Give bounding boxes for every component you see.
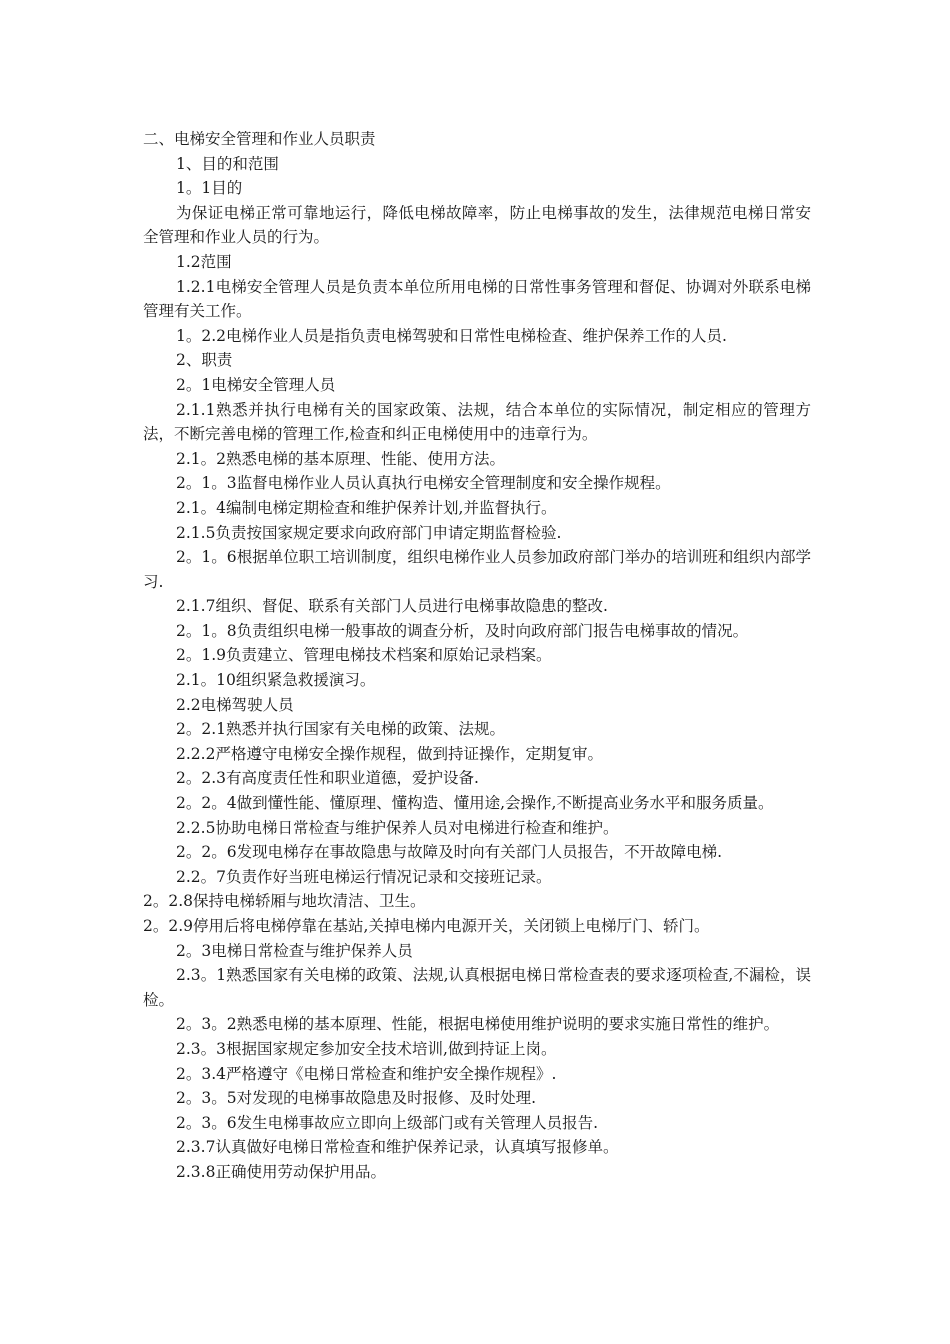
paragraph: 1.2范围 (176, 252, 232, 271)
paragraph: 1。1目的 (176, 179, 243, 198)
paragraph: 2.3。1熟悉国家有关电梯的政策、法规,认真根据电梯日常检查表的要求逐项检查,不漏检，误检。 (143, 966, 811, 1009)
paragraph: 2。1电梯安全管理人员 (176, 375, 336, 394)
paragraph: 2。2。6发现电梯存在事故隐患与故障及时向有关部门人员报告，不开故障电梯. (176, 843, 723, 862)
paragraph: 2。1。6根据单位职工培训制度，组织电梯作业人员参加政府部门举办的培训班和组织内部学习. (143, 548, 811, 591)
paragraph: 2.1.1熟悉并执行电梯有关的国家政策、法规，结合本单位的实际情况，制定相应的管理方法，不断完善电梯的管理工作,检查和纠正电梯使用中的违章行为。 (143, 400, 811, 444)
paragraph: 2。3。6发生电梯事故应立即向上级部门或有关管理人员报告. (176, 1113, 599, 1132)
paragraph: 2。1.9负责建立、管理电梯技术档案和原始记录档案。 (176, 646, 552, 665)
paragraph: 2.1。2熟悉电梯的基本原理、性能、使用方法。 (176, 449, 506, 468)
paragraph: 2。3.4严格遵守《电梯日常检查和维护安全操作规程》. (176, 1064, 557, 1083)
paragraph: 2。1。3监督电梯作业人员认真执行电梯安全管理制度和安全操作规程。 (176, 474, 671, 493)
section-title: 二、电梯安全管理和作业人员职责 (143, 130, 376, 148)
paragraph: 2.1。4编制电梯定期检查和维护保养计划,并监督执行。 (176, 498, 557, 517)
paragraph: 1.2.1电梯安全管理人员是负责本单位所用电梯的日常性事务管理和督促、协调对外联系电梯管理有关工作。 (143, 277, 811, 321)
paragraph: 2.3.7认真做好电梯日常检查和维护保养记录，认真填写报修单。 (176, 1138, 619, 1157)
paragraph: 2。3。2熟悉电梯的基本原理、性能，根据电梯使用维护说明的要求实施日常性的维护。 (176, 1015, 780, 1034)
paragraph: 2。3。5对发现的电梯事故隐患及时报修、及时处理. (176, 1089, 537, 1108)
paragraph: 2。2.1熟悉并执行国家有关电梯的政策、法规。 (176, 720, 506, 739)
document-body (143, 127, 811, 1185)
paragraph: 2。2.8保持电梯轿厢与地坎清洁、卫生。 (143, 892, 426, 911)
paragraph: 为保证电梯正常可靠地运行，降低电梯故障率，防止电梯事故的发生，法律规范电梯日常安全管理和作业人员的行为。 (143, 203, 811, 247)
paragraph: 2.1。10组织紧急救援演习。 (176, 671, 376, 690)
paragraph: 2.2.5协助电梯日常检查与维护保养人员对电梯进行检查和维护。 (176, 818, 619, 837)
paragraph: 2。2.9停用后将电梯停靠在基站,关掉电梯内电源开关，关闭锁上电梯厅门、轿门。 (143, 917, 710, 935)
paragraph: 2.3。3根据国家规定参加安全技术培训,做到持证上岗。 (176, 1039, 557, 1058)
paragraph: 2。1。8负责组织电梯一般事故的调查分析，及时向政府部门报告电梯事故的情况。 (176, 621, 749, 640)
paragraph: 1、目的和范围 (176, 154, 279, 173)
paragraph: 2.3.8正确使用劳动保护用品。 (176, 1162, 386, 1181)
paragraph: 2。3电梯日常检查与维护保养人员 (176, 941, 413, 960)
paragraph-list (143, 152, 811, 1185)
paragraph: 2.2.2严格遵守电梯安全操作规程，做到持证操作，定期复审。 (176, 744, 603, 763)
paragraph: 2。2.3有高度责任性和职业道德，爱护设备. (176, 769, 479, 788)
paragraph: 2.1.5负责按国家规定要求向政府部门申请定期监督检验. (176, 523, 562, 542)
paragraph: 2.2电梯驾驶人员 (176, 695, 294, 714)
paragraph: 2.2。7负责作好当班电梯运行情况记录和交接班记录。 (176, 867, 552, 886)
paragraph: 1。2.2电梯作业人员是指负责电梯驾驶和日常性电梯检查、维护保养工作的人员. (176, 326, 727, 345)
paragraph: 2。2。4做到懂性能、懂原理、懂构造、懂用途,会操作,不断提高业务水平和服务质量。 (176, 794, 774, 813)
paragraph: 2、职责 (176, 351, 233, 370)
paragraph: 2.1.7组织、督促、联系有关部门人员进行电梯事故隐患的整改. (176, 597, 608, 616)
